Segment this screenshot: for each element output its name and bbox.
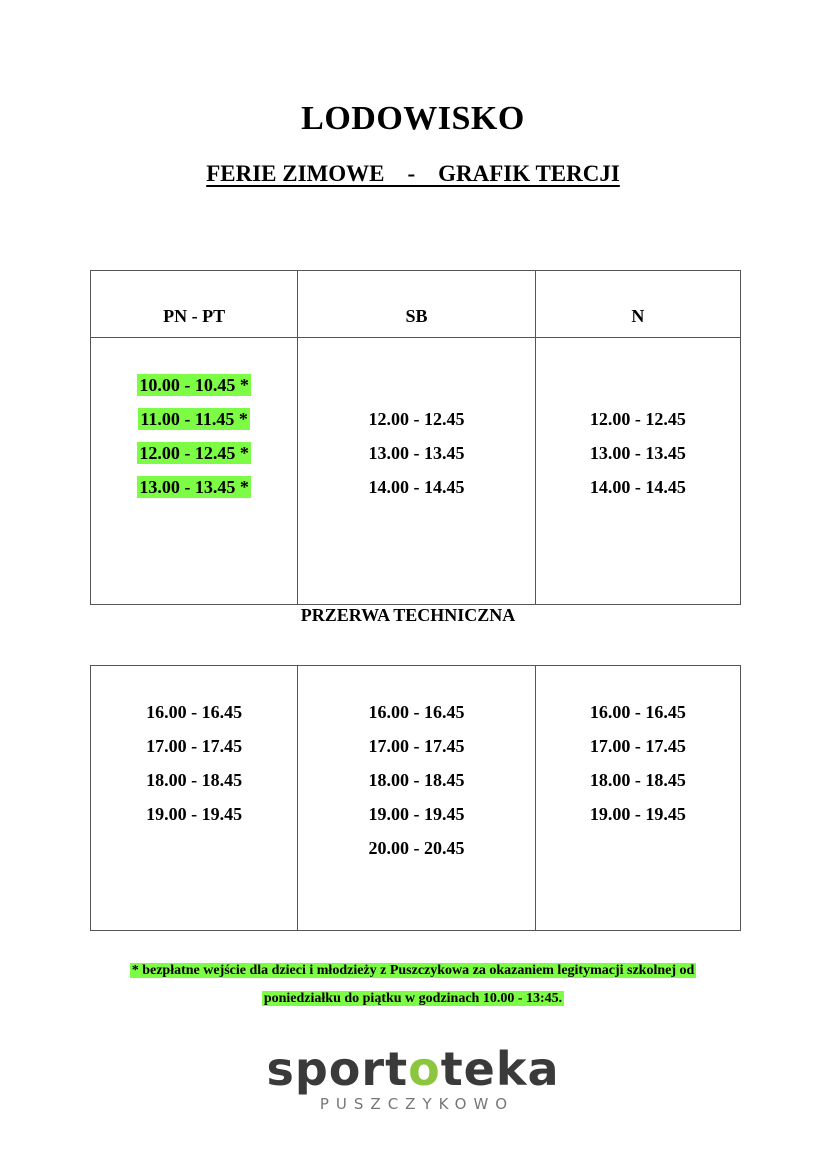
time-slot-text: 19.00 - 19.45 <box>589 804 686 824</box>
logo-word-accent: o <box>408 1042 441 1096</box>
time-slot-text: 19.00 - 19.45 <box>146 804 243 824</box>
time-slot-text: 20.00 - 20.45 <box>368 838 465 858</box>
time-slot <box>91 402 297 436</box>
page-title: LODOWISKO <box>301 100 525 137</box>
sunday-afternoon-cell <box>535 666 740 931</box>
saturday-afternoon-slots <box>298 695 534 865</box>
time-slot <box>91 470 297 504</box>
time-slot <box>536 797 740 831</box>
time-slot-text: 16.00 - 16.45 <box>368 702 465 722</box>
time-slot-text: 10.00 - 10.45 * <box>139 375 249 395</box>
time-slot-text: 17.00 - 17.45 <box>589 736 686 756</box>
time-slot-text: 12.00 - 12.45 <box>368 409 465 429</box>
sportoteka-logo <box>0 1043 826 1113</box>
logo-word-end: teka <box>440 1042 560 1096</box>
time-slot-text: 12.00 - 12.45 <box>589 409 686 429</box>
morning-schedule-table <box>90 270 741 605</box>
time-slot <box>536 470 740 504</box>
weekdays-afternoon-slots <box>91 695 297 831</box>
time-slot-text: 13.00 - 13.45 * <box>139 477 249 497</box>
column-header-sunday: N <box>535 271 740 338</box>
time-slot-text: 13.00 - 13.45 <box>368 443 465 463</box>
time-slot-text: 11.00 - 11.45 * <box>140 409 248 429</box>
time-slot-text: 14.00 - 14.45 <box>589 477 686 497</box>
time-slot <box>298 763 534 797</box>
logo-location: PUSZCZYKOWO <box>319 1095 515 1113</box>
footnote-line-2: poniedziałku do piątku w godzinach 10.00 - 13:45. <box>263 991 563 1006</box>
time-slot <box>298 831 534 865</box>
time-slot <box>298 695 534 729</box>
table-row <box>91 338 741 605</box>
weekdays-morning-slots <box>91 368 297 504</box>
time-slot-text: 16.00 - 16.45 <box>146 702 243 722</box>
time-slot <box>91 729 297 763</box>
time-slot-text: 12.00 - 12.45 * <box>139 443 249 463</box>
afternoon-schedule-table <box>90 665 741 931</box>
technical-break-label: PRZERWA TECHNICZNA <box>300 605 516 625</box>
subtitle-text: FERIE ZIMOWE - GRAFIK TERCJI <box>206 161 620 186</box>
time-slot <box>298 797 534 831</box>
time-slot-text: 13.00 - 13.45 <box>589 443 686 463</box>
time-slot <box>298 729 534 763</box>
weekdays-afternoon-cell <box>91 666 298 931</box>
time-slot-text: 19.00 - 19.45 <box>368 804 465 824</box>
saturday-morning-slots <box>298 402 534 504</box>
saturday-afternoon-cell <box>298 666 535 931</box>
sunday-morning-slots <box>536 402 740 504</box>
time-slot <box>91 797 297 831</box>
time-slot <box>91 763 297 797</box>
sunday-morning-cell <box>535 338 740 605</box>
sunday-afternoon-slots <box>536 695 740 831</box>
logo-word-start: sport <box>266 1042 409 1096</box>
table-row <box>91 666 741 931</box>
time-slot <box>91 436 297 470</box>
column-header-weekdays: PN - PT <box>91 271 298 338</box>
weekdays-morning-cell <box>91 338 298 605</box>
time-slot-text: 18.00 - 18.45 <box>368 770 465 790</box>
footnote-line-1: * bezpłatne wejście dla dzieci i młodzieży z Puszczykowa za okazaniem legitymacji szkolnej od <box>131 963 695 978</box>
table-header-row <box>91 271 741 338</box>
time-slot <box>91 695 297 729</box>
time-slot <box>298 402 534 436</box>
time-slot <box>536 695 740 729</box>
time-slot-text: 14.00 - 14.45 <box>368 477 465 497</box>
time-slot <box>536 729 740 763</box>
column-header-saturday: SB <box>298 271 535 338</box>
saturday-morning-cell <box>298 338 535 605</box>
time-slot <box>536 402 740 436</box>
time-slot-text: 17.00 - 17.45 <box>368 736 465 756</box>
page-subtitle <box>0 161 826 187</box>
time-slot-text: 16.00 - 16.45 <box>589 702 686 722</box>
time-slot-text: 17.00 - 17.45 <box>146 736 243 756</box>
footnote <box>60 957 766 1013</box>
time-slot-text: 18.00 - 18.45 <box>589 770 686 790</box>
time-slot <box>298 436 534 470</box>
time-slot <box>298 470 534 504</box>
time-slot-text: 18.00 - 18.45 <box>146 770 243 790</box>
time-slot <box>91 368 297 402</box>
time-slot <box>536 763 740 797</box>
logo-wordmark <box>0 1043 826 1095</box>
time-slot <box>536 436 740 470</box>
